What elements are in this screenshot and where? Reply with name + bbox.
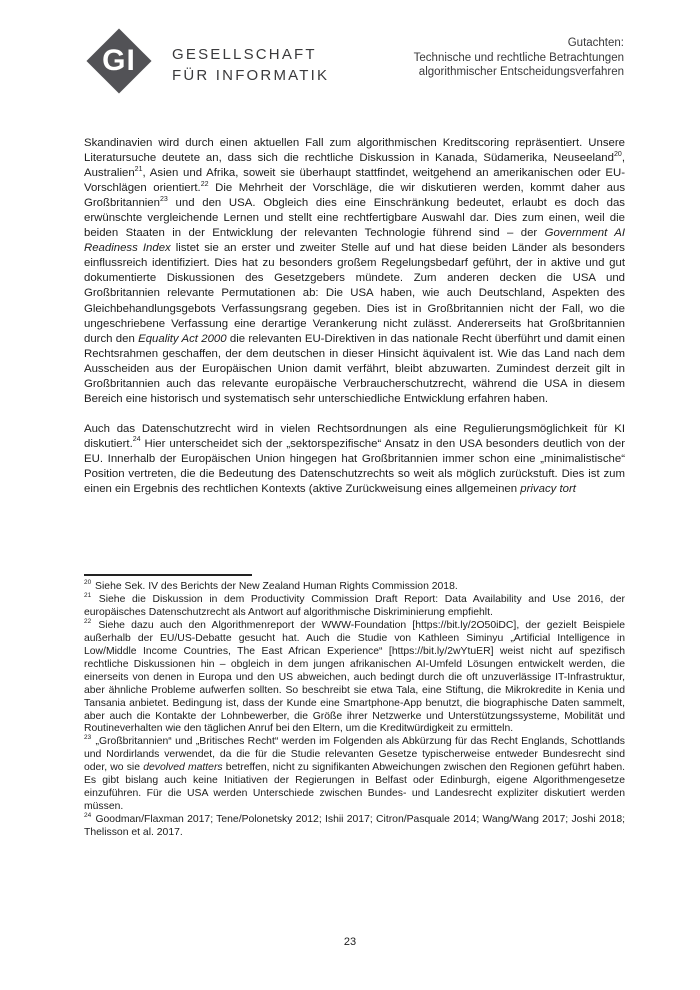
footnote-20 <box>84 578 625 594</box>
organization-name-line1: GESELLSCHAFT <box>172 46 317 63</box>
footnote-23-number: 23 <box>84 734 92 742</box>
footnote-separator <box>84 574 252 576</box>
footnote-21 <box>84 591 625 620</box>
footnote-22 <box>84 617 625 737</box>
gi-logo-mark: GI <box>102 44 136 77</box>
footnote-22-number: 22 <box>84 617 92 625</box>
footnote-23-text: „Großbritannien“ und „Britisches Recht“ werden im Folgenden als Abkürzung für das Recht Englands, Schottlands und Nordirlands verwendet, da die für die Studie relevanten Gesetze typischerweise entweder Bundesrecht sind oder, wo sie devolved matters betreffen, nicht zu signifikanten Abweichungen zwischen den Regionen geführt haben. Es gibt bislang auch keine Initiativen der Regierungen in Belfast oder Edinburgh, eigene Algorithmengesetze einzuführen. Für die USA werden Unterschiede zwischen Bundes- und Landesrecht expliziter diskutiert werden müssen. <box>84 736 626 813</box>
main-text <box>84 136 625 497</box>
footnote-24-number: 24 <box>84 812 92 820</box>
footnote-24-text: Goodman/Flaxman 2017; Tene/Polonetsky 2012; Ishii 2017; Citron/Pasquale 2014; Wang/Wang 2017; Joshi 2018; Thelisson et al. 2017. <box>84 814 625 839</box>
footnote-21-text: Siehe die Diskussion in dem Productivity Commission Draft Report: Data Availability and Use 2016, der europäisches Datenschutzrecht als Antwort auf algorithmische Diskriminierung empfiehlt. <box>84 593 625 618</box>
footnote-24 <box>84 814 625 840</box>
footnotes-section <box>84 574 625 840</box>
header-title-line1: Gutachten: <box>567 37 624 49</box>
footnote-21-number: 21 <box>84 591 92 599</box>
footnote-20-text: Siehe Sek. IV des Berichts der New Zealand Human Rights Commission 2018. <box>92 581 458 592</box>
organization-name <box>172 44 329 86</box>
document-header-title <box>414 36 624 80</box>
paragraph-2: Auch das Datenschutzrecht wird in vielen Rechtsordnungen als eine Regulierungsmöglichkeit für KI diskutiert.$^{24}$ Hier unterscheidet sich der „sektorspezifische“ Ansatz in den USA besonders deutlich von der EU. Innerhalb der Europäischen Union hingegen hat Großbritannien immer schon eine „minimalistische“ Position vertreten, die die Bedeutung des Datenschutzrechts so weit als möglich zurückstuft. Dies ist zum einen ein Ergebnis des rechtlichen Kontexts (aktive Zurückweisung eines allgemeinen privacy tort <box>84 422 625 496</box>
footnote-23 <box>84 736 625 814</box>
header-title-line3: algorithmischer Entscheidungsverfahren <box>418 66 624 79</box>
paragraph-1: Skandinavien wird durch einen aktuellen Fall zum algorithmischen Kreditscoring repräsentiert. Unsere Literatursuche deutete an, dass sich die rechtliche Diskussion in Kanada, Südamerika, Neuseeland$^{20}$, Australien$^{21}$, Asien und Afrika, soweit sie überhaupt stattfindet, weitgehend an amerikanischen oder EU-Vorschlägen orientiert.$^{22}$ Die Mehrheit der Vorschläge, die wir diskutieren werden, kommt daher aus Großbritannien$^{23}$ und den USA. Obgleich dies eine Einschränkung bedeutet, erlaubt es doch das erwünschte vergleichende Lernen und stellt eine rechtfertigbare Auswahl dar. Dies zum einen, weil die beiden Staaten in der Entwicklung der relevanten Technologie führend sind – der Government AI Readiness Index listet sie an erster und zweiter Stelle auf und hat diese beiden Länder als besonders einflussreich identifiziert. Dies hat zu besonders großem Regelungsbedarf geführt, der in aktive und gut dokumentierte Diskussionen des Gesetzgebers mündete. Zum anderen decken die USA und Großbritannien relevante Permutationen ab: Die USA haben, wie auch Deutschland, Aspekten des Gleichbehandlungsgebots Verfassungsrang gegeben. Dies ist in Großbritannien nicht der Fall, wo die ungeschriebene Verfassung eine derartige Verankerung nicht zulässt. Andererseits hat Großbritannien durch den Equality Act 2000 die relevanten EU-Direktiven in das nationale Recht überführt und damit einen Rechtsrahmen geschaffen, der dem deutschen in dieser Hinsicht äquivalent ist. Wie das Land nach dem Ausscheiden aus der Europäischen Union damit verfährt, bleibt abzuwarten. Zumindest derzeit gilt in Großbritannien auch das relevante europäische Verbraucherschutzrecht, während die USA in diesem Bereich eine historisch und systematisch sehr unterschiedliche Entwicklung erfahren haben. <box>84 137 626 405</box>
gi-logo <box>86 28 152 94</box>
footnote-20-number: 20 <box>84 578 92 586</box>
page-number: 23 <box>343 936 357 948</box>
header-title-line2: Technische und rechtliche Betrachtungen <box>413 51 624 64</box>
footnote-22-text: Siehe dazu auch den Algorithmenreport der WWW-Foundation [https://bit.ly/2O50iDC], der gezielt Beispiele außerhalb der EU/US-Debatte gesucht hat. Auch die Studie von Kathleen Siminyu „Artificial Intelligence in Low/Middle Income Countries, The East African Experience“ [https://bit.ly/2wYtuER] weist nicht auf spezifisch rechtliche Diskussionen hin – obgleich in dem jungen afrikanischen AI-Umfeld Lösungen entwickelt werden, die einerseits von denen in Europa und den US abweichen, auch bedingt durch die oft unzuverlässige IT-Infrastruktur, aber ähnliche Probleme aufwerfen sollten. So beschreibt sie etwa Tala, eine Stiftung, die Mikrokredite in Kenia und Tansania anbietet. Bedingung ist, dass der Kunde eine Smartphone-App benutzt, die biographische Daten sammelt, aber auch die Kontakte der Lohnbewerber, die Größe ihrer Netzwerke und Unterstützungssysteme, Mobilität und Routineverhalten wie den täglichen Anruf bei den Eltern, um die Kreditwürdigkeit zu ermitteln. <box>84 619 625 735</box>
organization-name-line2: FÜR INFORMATIK <box>172 67 330 84</box>
